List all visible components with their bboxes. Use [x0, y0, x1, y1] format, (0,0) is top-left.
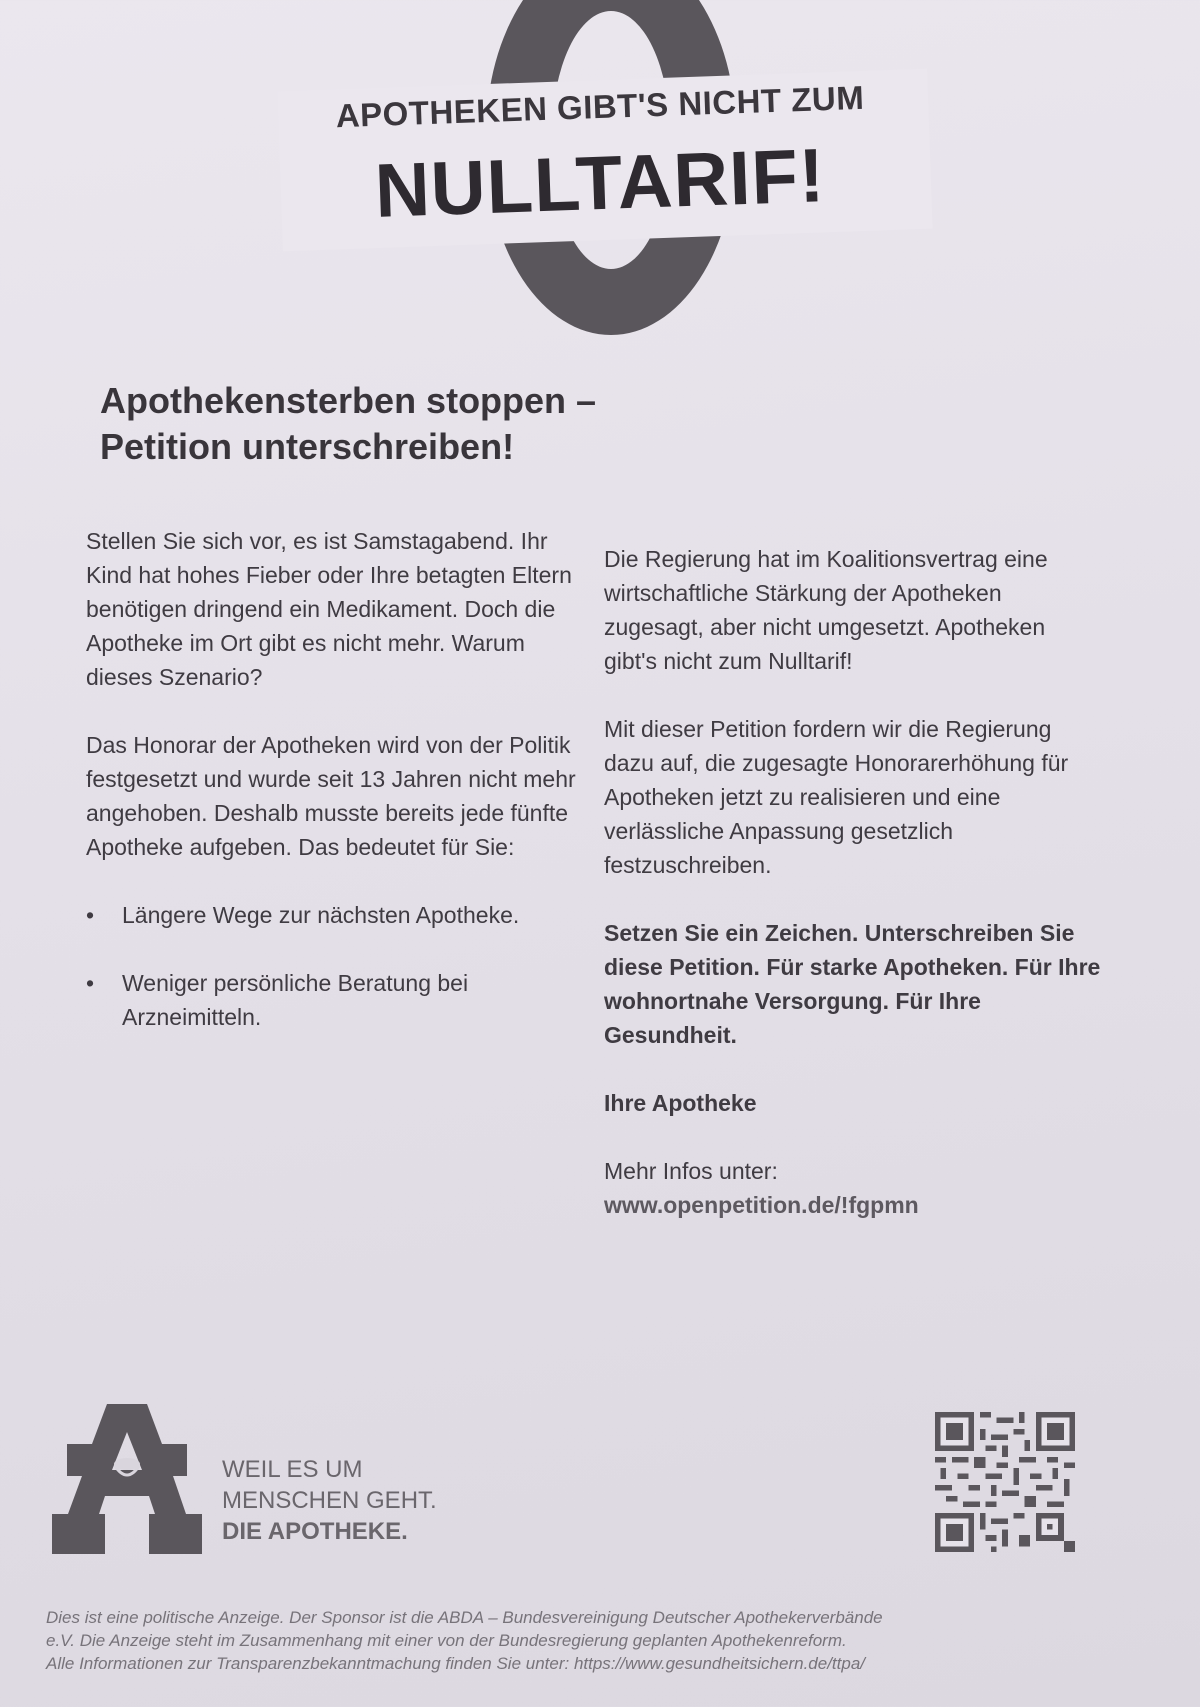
- headline-main: NULLTARIF!: [373, 133, 827, 234]
- bullet-icon: •: [86, 902, 95, 928]
- more-info-label: Mehr Infos unter:: [604, 1158, 778, 1184]
- tagline-line3: DIE APOTHEKE.: [222, 1518, 408, 1545]
- footer-line3: Alle Informationen zur Transparenzbekanntmachung finden Sie unter: https://www.gesundheitsichern.de/ttpa/: [46, 1654, 865, 1673]
- qr-code-icon[interactable]: [935, 1412, 1075, 1552]
- apotheke-a-logo-icon: [52, 1404, 202, 1554]
- tagline-line2: MENSCHEN GEHT.: [222, 1487, 437, 1514]
- signature: Ihre Apotheke: [604, 1090, 757, 1116]
- list-item-text: Längere Wege zur nächsten Apotheke.: [122, 902, 520, 928]
- brand-tagline: [222, 1454, 437, 1547]
- left-column: [86, 524, 586, 1068]
- list-item: [86, 966, 586, 1034]
- left-paragraph-2: Das Honorar der Apotheken wird von der Politik festgesetzt und wurde seit 13 Jahren nicht mehr angehoben. Deshalb musste bereits jede fünfte Apotheke aufgeben. Das bedeutet für Sie:: [86, 732, 576, 860]
- left-paragraph-1: Stellen Sie sich vor, es ist Samstagabend. Ihr Kind hat hohes Fieber oder Ihre betagten Eltern benötigen dringend ein Medikament. Doch die Apotheke im Ort gibt es nicht mehr. Warum dieses Szenario?: [86, 528, 572, 690]
- subheading-line2: Petition unterschreiben!: [100, 426, 515, 467]
- right-paragraph-1: Die Regierung hat im Koalitionsvertrag eine wirtschaftliche Stärkung der Apotheken zugesagt, aber nicht umgesetzt. Apotheken gibt's nicht zum Nulltarif!: [604, 546, 1048, 674]
- list-item-text: Weniger persönliche Beratung bei Arzneimitteln.: [122, 970, 469, 1030]
- list-item: [86, 898, 586, 932]
- call-to-action: Setzen Sie ein Zeichen. Unterschreiben Sie diese Petition. Für starke Apotheken. Für Ihre wohnortnahe Versorgung. Für Ihre Gesundheit.: [604, 920, 1101, 1048]
- footer-line1: Dies ist eine politische Anzeige. Der Sponsor ist die ABDA – Bundesvereinigung Deutscher Apothekerverbände: [46, 1608, 883, 1627]
- consequences-list: [86, 898, 586, 1034]
- petition-link[interactable]: www.openpetition.de/!fgpmn: [604, 1192, 919, 1218]
- subheading: [100, 378, 800, 470]
- right-column: [604, 542, 1104, 1222]
- headline-top: APOTHEKEN GIBT'S NICHT ZUM: [335, 78, 865, 135]
- footer-disclaimer: [46, 1606, 1156, 1675]
- right-paragraph-2: Mit dieser Petition fordern wir die Regierung dazu auf, die zugesagte Honorarerhöhung für Apotheken jetzt zu realisieren und eine verlässliche Anpassung gesetzlich festzuschreiben.: [604, 716, 1069, 878]
- bullet-icon: •: [86, 970, 95, 996]
- tagline-line1: WEIL ES UM: [222, 1456, 363, 1483]
- footer-line2: e.V. Die Anzeige steht im Zusammenhang mit einer von der Bundesregierung geplanten Apothekenreform.: [46, 1631, 847, 1650]
- subheading-line1: Apothekensterben stoppen –: [100, 380, 597, 421]
